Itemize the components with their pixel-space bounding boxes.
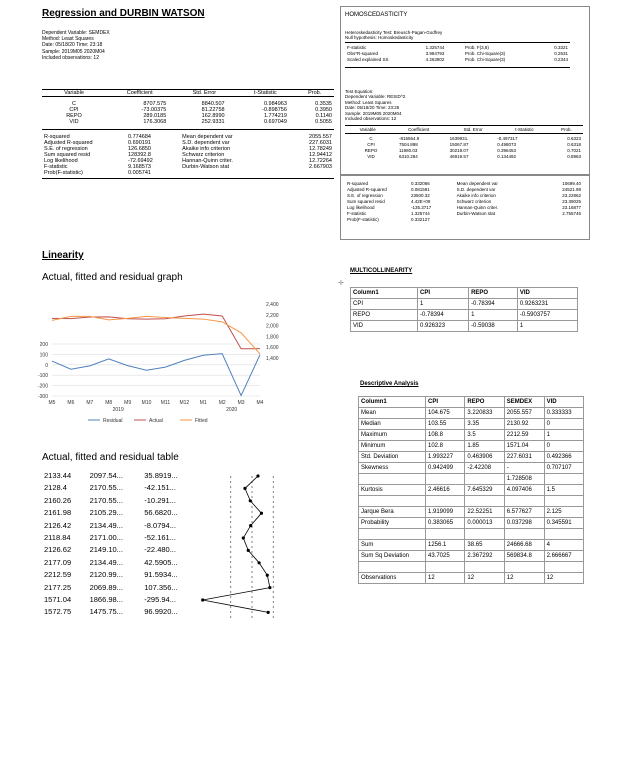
table-row: 1.728508: [359, 474, 584, 485]
residual-point: [249, 499, 252, 502]
homo-title: HOMOSCEDASTICITY: [345, 12, 408, 18]
x-tick-label: M3: [237, 400, 245, 406]
table-row: CPI -73.00375 81.22758 -0.898756 0.3950: [69, 107, 332, 113]
table-row: [359, 496, 584, 507]
left-tick-label: -200: [37, 383, 48, 390]
homo-tests: F-statistic 1.325744 Prob. F(3,8) 0.3321 Obs*R-squared 3.984793 Prob. Chi-Square(3) 0.2631 Scaled explained SS 4.263802 Prob. Chi-Square(3) 0.2344: [347, 44, 568, 62]
left-tick-label: 0: [45, 362, 48, 369]
table-row: CPI 7504.898 15067.87 0.498073 0.6318: [367, 141, 581, 147]
residual-point: [249, 524, 252, 527]
desc-title: Descriptive Analysis: [360, 381, 419, 387]
table-row: Minimum 102.8 1.85 1571.04 0: [359, 441, 584, 452]
table-row: 1572.75 1475.75... 96.9920...: [44, 607, 178, 617]
multicollinearity-table: Column1 CPI REPO VID CPI 1 -0.78394 0.9263231 REPO -0.78394 1 -0.5903757 VID 0.926323 -0.59038 1: [350, 287, 578, 332]
x-tick-label: M6: [67, 400, 75, 406]
homo-table: Variable Coefficient Std. Error t-Statistic Prob.: [359, 126, 572, 132]
left-tick-label: 200: [39, 342, 48, 348]
right-tick-label: 1,400: [266, 356, 279, 362]
table-row: Jarque Bera 1.919099 22.52251 6.577627 2.125: [359, 507, 584, 518]
table-row: REPO 11980.03 30218.07 0.396453 0.7021: [364, 147, 581, 153]
right-tick-label: 2,400: [266, 302, 279, 308]
table-row: C 8707.575 8840.507 0.984963 0.3535: [72, 101, 332, 107]
residual-point: [268, 586, 271, 589]
residual-point: [267, 611, 270, 614]
x-tick-label: M8: [105, 400, 113, 406]
residual-table: [42, 470, 197, 619]
column-header: VID: [544, 397, 583, 408]
residual-point: [243, 487, 246, 490]
table-row: C -815564.9 1639931. -0.497317 0.6323: [369, 135, 581, 141]
table-row: 2161.98 2105.29... 56.6820...: [44, 508, 178, 518]
regression-title: Regression and DURBIN WATSON: [42, 8, 205, 19]
table-caption: Actual, fitted and residual table: [42, 452, 179, 463]
table-row: REPO 289.0185 162.8990 1.774219 0.1140: [66, 113, 332, 119]
regression-header: Dependent Variable: SEMDEX Method: Least Squares Date: 05/18/20 Time: 23:18 Sample: 2019M05 2020M04 Included observations: 12: [42, 30, 110, 61]
table-row: [359, 529, 584, 540]
table-row: 2160.26 2170.55... -10.291...: [44, 495, 176, 505]
table-row: 2177.09 2134.49... 42.5905...: [44, 557, 178, 567]
x-tick-label: M9: [124, 400, 132, 406]
left-tick-label: -100: [37, 373, 48, 380]
table-row: [359, 562, 584, 573]
table-row: Probability 0.383065 0.000013 0.037298 0.345591: [359, 518, 584, 529]
x-tick-label: M10: [141, 400, 152, 406]
table-row: 1571.04 1866.98... -295.94...: [44, 595, 176, 605]
move-handle-icon[interactable]: ✛: [338, 280, 344, 287]
table-row: Maximum 108.8 3.5 2212.59 1: [359, 430, 584, 441]
table-row: Kurtosis 2.46616 7.645329 4.097406 1.5: [359, 485, 584, 496]
left-tick-label: -300: [37, 394, 48, 400]
residual-point: [242, 536, 245, 539]
x-tick-label: M12: [179, 400, 190, 406]
residual-point: [256, 474, 259, 477]
x-tick-label: M5: [48, 400, 56, 406]
table-row: VID 6310.284 46919.57 0.134492 0.8963: [367, 153, 581, 159]
table-row: 2126.42 2134.49... -8.0794...: [44, 520, 176, 530]
table-row: Mean 104.675 3.220833 2055.557 0.333333: [359, 408, 584, 419]
x-tick-label: M7: [86, 400, 94, 406]
graph-caption: Actual, fitted and residual graph: [42, 272, 183, 283]
series-line-fitted: [52, 316, 260, 354]
table-row: 2118.84 2171.00... -52.161...: [44, 533, 176, 543]
homoscedasticity-stats-panel: R-squared 0.332066 Mean dependent var 10699.40 Adjusted R-squared 0.081591 S.D. dependent var 24521.98 S.E. of regression 23500.32 Akaike info criterion 23.22862 Sum squared resid 4.42E+09 Schwarz criterion 23.39025 Log likelihood -135.3717 Hannan-Quinn criter. 23.16877 F-statistic 1.325744 Durbin-Watson stat 2.755746 Prob(F-statistic) 0.332127: [340, 174, 590, 240]
descriptive-table: [358, 396, 584, 584]
x-tick-label: M2: [218, 400, 226, 406]
homoscedasticity-panel: HOMOSCEDASTICITY Heteroskedasticity Test: Breusch-Pagan-Godfrey Null hypothesis: Homoskedasticity F-statistic 1.325744 Prob. F(3,8) 0.3321 Obs*R-squared 3.984793 Prob. Chi-Square(3) 0.2631 Scaled explained SS 4.263802 Prob. Chi-Square(3) 0.2344 Test Equation: Dependent Variable: RESID^2 Method: Least Squares Date: 05/18/20 Time: 23:25 Sample: 2019M05 2020M04 Included observations: 12 Variable Coefficient Std. Error t-Statistic Prob. C -815564.9 1639931. -0.497317 0.6323 CPI 7504.898 15067.87 0.498073 0.6318 REPO 11980.03 30218.07 0.396453 0.7021 VID 6310.284 46919.57 0.134492 0.8963: [340, 6, 590, 176]
column-header: Column1: [359, 397, 426, 408]
x-tick-label: M4: [256, 400, 264, 406]
right-tick-label: 2,200: [266, 312, 279, 319]
legend-label: Residual: [103, 418, 123, 424]
column-header: CPI: [426, 397, 465, 408]
regression-table: [42, 89, 334, 179]
table-row: Median 103.55 3.35 2130.92 0: [359, 419, 584, 430]
table-row: VID 176.3068 252.9331 0.697049 0.5055: [69, 119, 332, 125]
table-row: 2177.25 2069.89... 107.356...: [44, 582, 178, 592]
table-row: REPO -0.78394 1 -0.5903757: [351, 310, 578, 321]
right-tick-label: 1,600: [266, 345, 279, 352]
year-label: 2019: [112, 407, 124, 413]
regression-stats: R-squared 0.774684 Mean dependent var 2055.557 Adjusted R-squared 0.690191 S.D. dependent var 227.6031 S.E. of regression 126.6850 Akaike info criterion 12.78249 Sum squared resid 128392.8 Schwarz criterion 12.94412 Log likelihood -72.69492 Hannan-Quinn criter. 12.72264 F-statistic 9.168573 Durbin-Watson stat 2.667903 Prob(F-statistic) 0.005741: [44, 134, 332, 176]
right-tick-label: 1,800: [266, 334, 279, 341]
left-tick-label: 100: [39, 352, 48, 359]
table-row: Observations 12 12 12 12: [359, 573, 584, 584]
residual-plot: [198, 470, 282, 620]
table-row: 2212.59 2120.99... 91.5934...: [44, 570, 178, 580]
residual-line: [203, 476, 270, 612]
table-row: CPI 1 -0.78394 0.9263231: [351, 299, 578, 310]
x-tick-label: M11: [160, 400, 171, 406]
table-row: Sum Sq Deviation 43.7025 2.367292 569834.8 2.666667: [359, 551, 584, 562]
table-row: Sum 1256.1 38.65 24666.68 4: [359, 540, 584, 551]
x-tick-label: M1: [199, 400, 207, 406]
residual-point: [266, 574, 269, 577]
table-row: 2126.62 2149.10... -22.480...: [44, 545, 176, 555]
legend-label: Actual: [149, 418, 163, 424]
multi-title: MULTICOLLINEARITY: [350, 268, 413, 274]
legend-label: Fitted: [195, 418, 208, 424]
year-label: 2020: [226, 407, 238, 413]
table-row: VID 0.926323 -0.59038 1: [351, 321, 578, 332]
series-line-residual: [52, 354, 260, 396]
residual-point: [247, 549, 250, 552]
table-row: Skewness 0.942499 -2.42208 - 0.707107: [359, 463, 584, 474]
residual-chart: [28, 292, 286, 434]
column-header: SEMDEX: [504, 397, 544, 408]
residual-point: [258, 561, 261, 564]
table-row: Std. Deviation 1.993227 0.463906 227.6031 0.492366: [359, 452, 584, 463]
table-row: 2128.4 2170.55... -42.151...: [44, 483, 176, 493]
table-row: 2133.44 2097.54... 35.8919...: [44, 471, 178, 480]
residual-point: [201, 598, 204, 601]
column-header: REPO: [465, 397, 504, 408]
right-tick-label: 2,000: [266, 323, 279, 330]
series-line-actual: [52, 314, 260, 349]
regression-header-row: Variable Coefficient Std. Error t-Statistic Prob.: [64, 90, 322, 96]
linearity-title: Linearity: [42, 250, 84, 261]
residual-point: [260, 512, 263, 515]
